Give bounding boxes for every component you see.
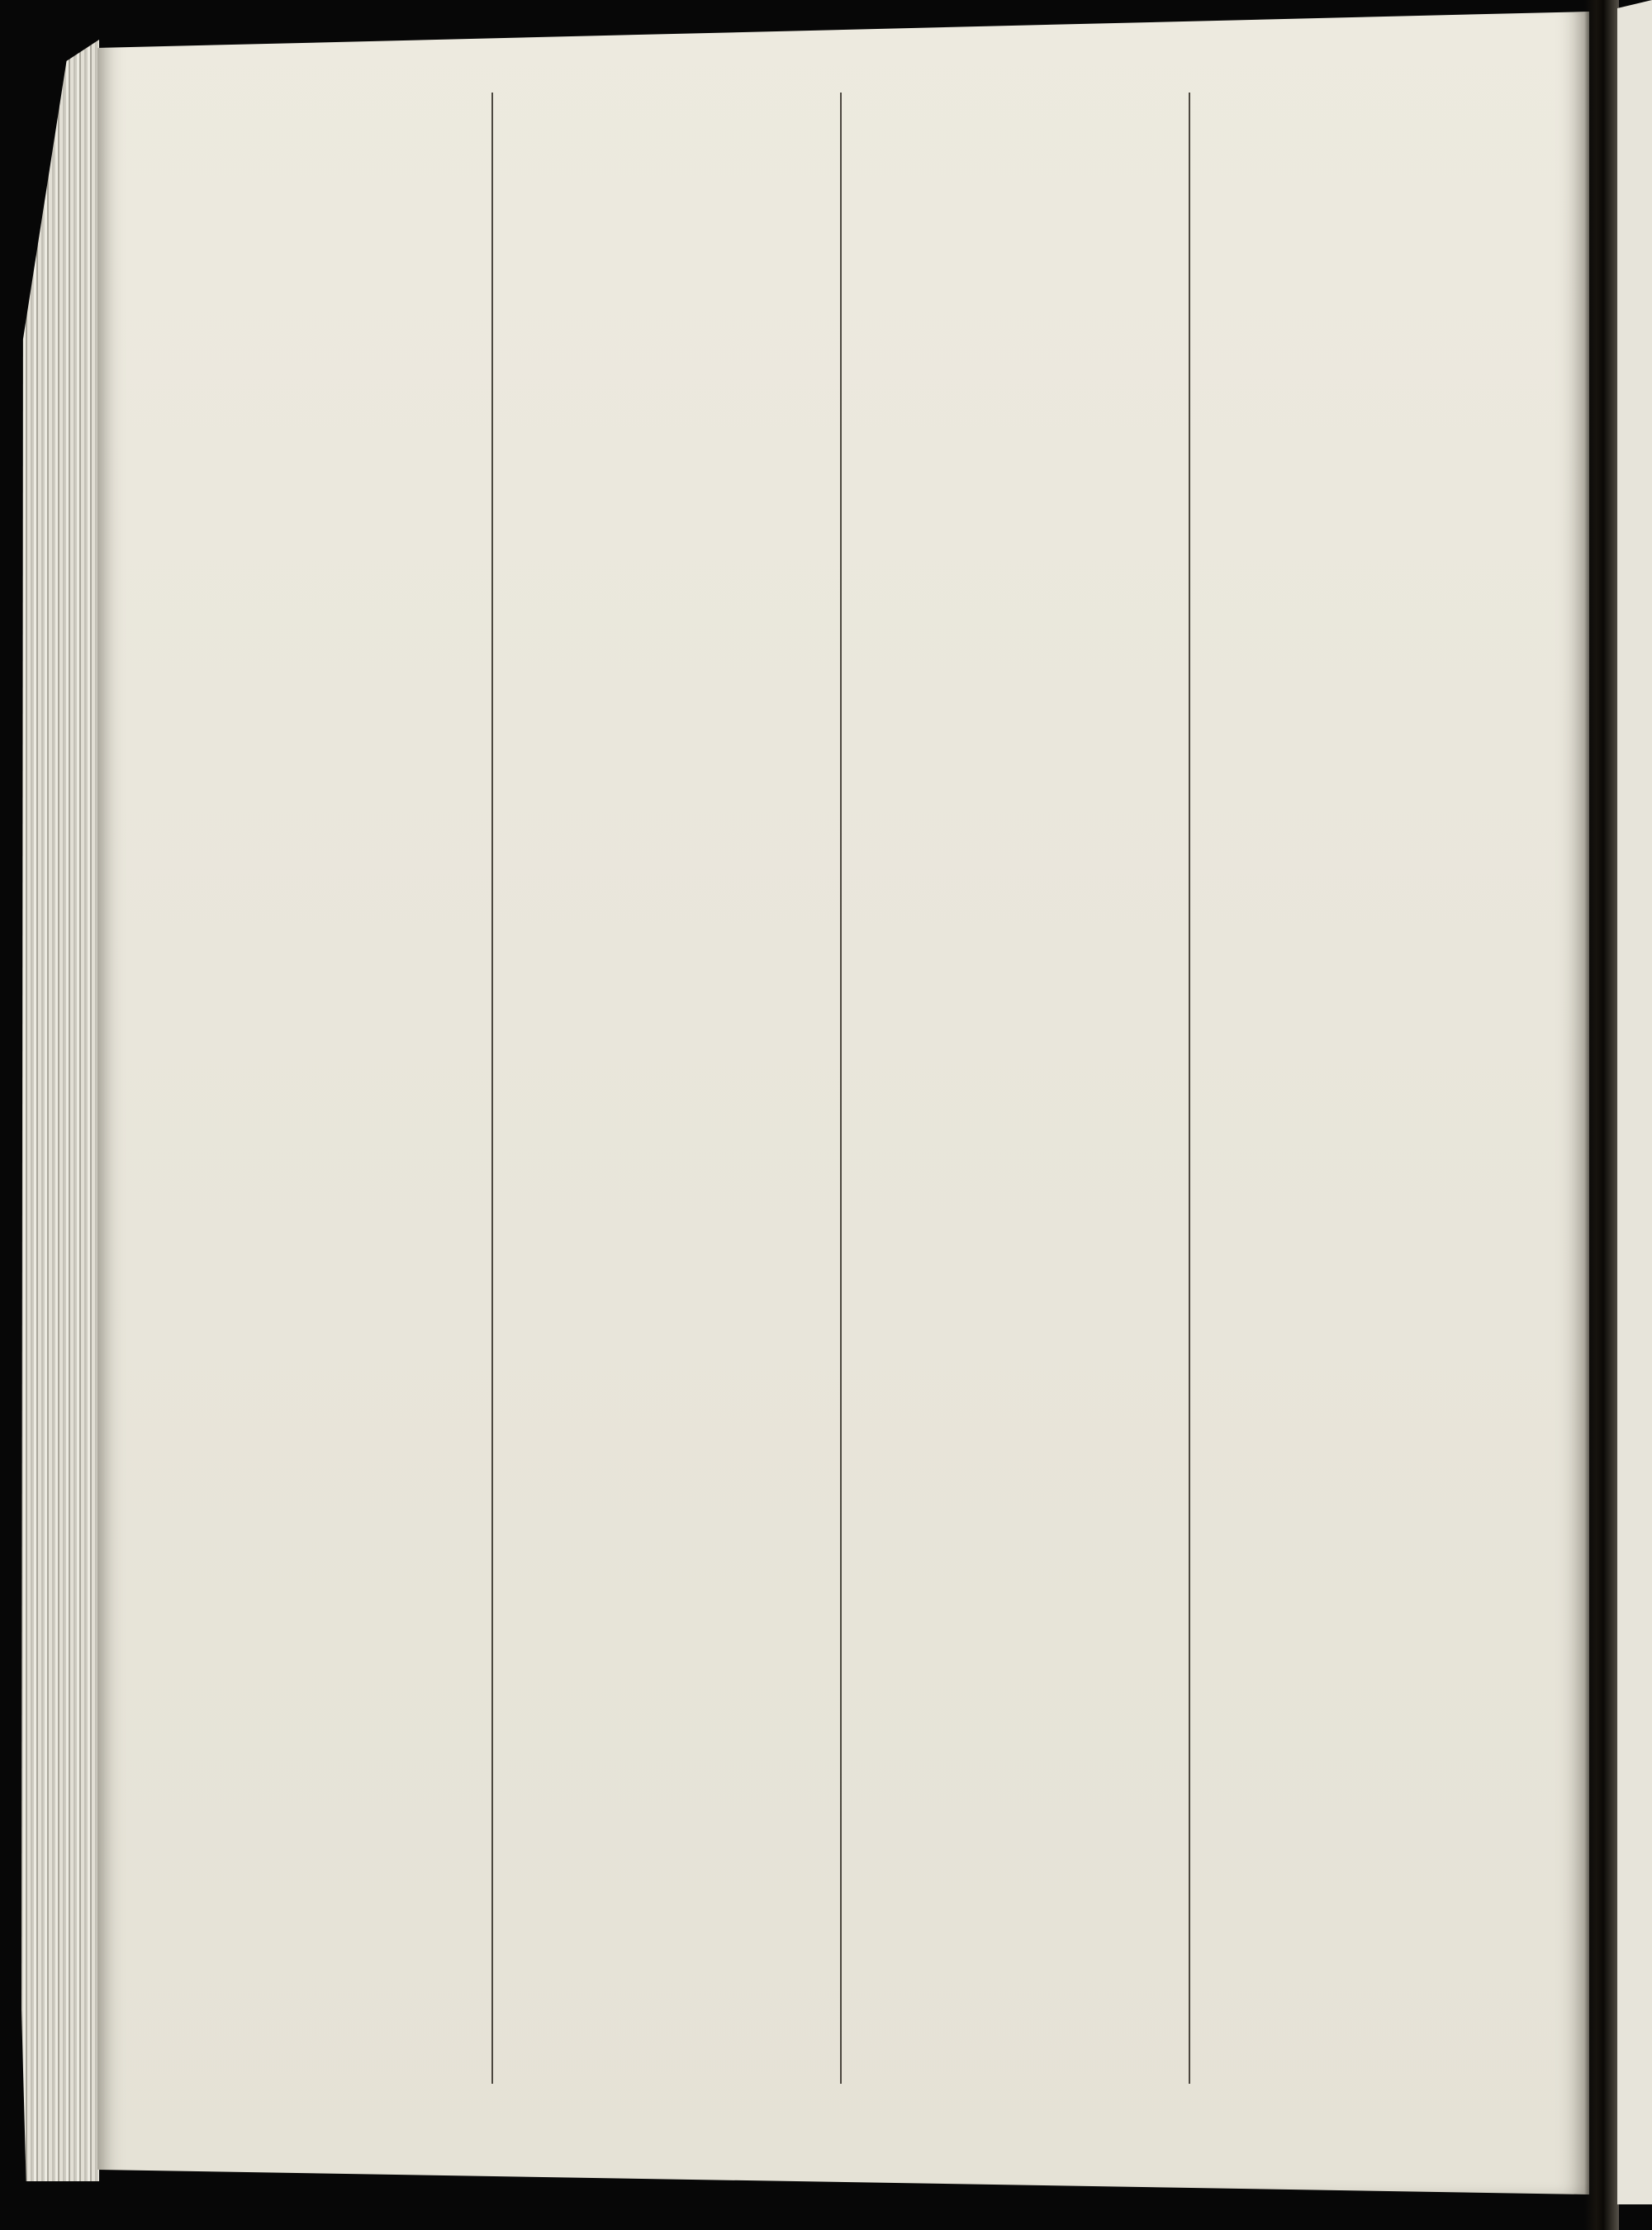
newspaper-column-1 <box>150 96 486 2168</box>
column-rule <box>491 93 493 2084</box>
column-rule <box>840 93 842 2084</box>
newspaper-page <box>97 0 1589 2199</box>
column-rule <box>1189 93 1190 2084</box>
newspaper-column-4 <box>1196 96 1531 2168</box>
book-gutter-shadow <box>1584 0 1619 2230</box>
newspaper-column-3 <box>847 96 1183 2168</box>
book-page-stack-edge <box>21 40 99 2181</box>
newspaper-column-2 <box>499 96 834 2168</box>
adjacent-page-fragment <box>1617 0 1652 2204</box>
